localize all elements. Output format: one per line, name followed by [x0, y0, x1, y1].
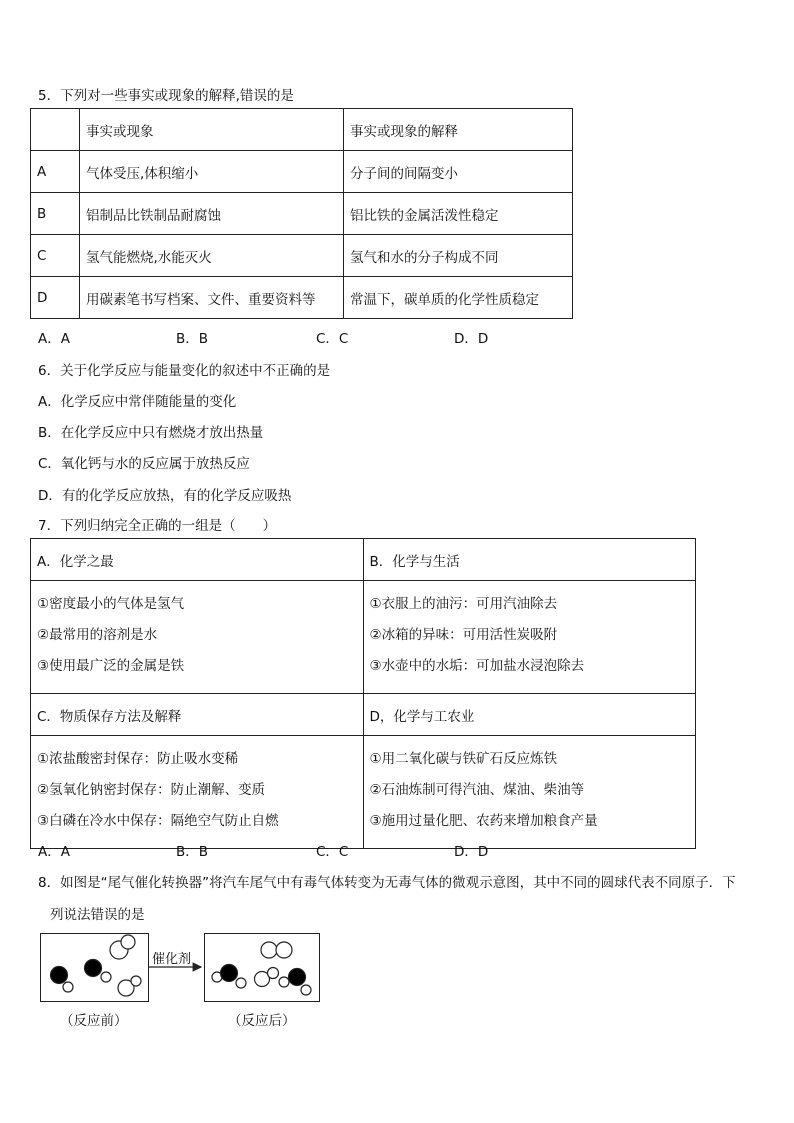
list-item: ②石油炼制可得汽油、煤油、柴油等 [369, 782, 585, 798]
table-cell: B [31, 193, 80, 235]
list-item: ①用二氧化碳与铁矿石反应炼铁 [369, 751, 558, 767]
after-label: （反应后） [228, 1013, 296, 1029]
table-cell: D [31, 277, 80, 319]
list-item: ①浓盐酸密封保存：防止吸水变稀 [37, 751, 239, 767]
molecule-icon [279, 969, 311, 996]
q6-option-a: A．化学反应中常伴随能量的变化 [38, 394, 237, 410]
molecule-icon [261, 942, 292, 958]
molecule-icon [85, 960, 112, 983]
molecule-icon [255, 968, 279, 987]
list-item: ③使用最广泛的金属是铁 [37, 658, 185, 674]
list-item: ②氢氧化钠密封保存：防止潮解、变质 [37, 782, 266, 798]
q8-stem-line1: 8．如图是“尾气催化转换器”将汽车尾气中有毒气体转变为无毒气体的微观示意图，其中不同的圆球代表不同原子．下 [38, 875, 736, 891]
catalyst-label: 催化剂 [152, 952, 192, 967]
q6-option-c: C．氧化钙与水的反应属于放热反应 [38, 456, 250, 472]
table-cell: A [31, 151, 80, 193]
option-b: B．B [176, 844, 209, 860]
list-item: ③白磷在冷水中保存：隔绝空气防止自燃 [37, 813, 279, 829]
list-item: ①衣服上的油污：可用汽油除去 [369, 596, 558, 612]
q5-stem: 5．下列对一些事实或现象的解释,错误的是 [38, 88, 294, 104]
table-header-explanation: 事实或现象的解释 [344, 109, 573, 151]
option-a: A．A [38, 844, 70, 860]
q6-option-b: B．在化学反应中只有燃烧才放出热量 [38, 425, 264, 441]
table-cell: 分子间的间隔变小 [344, 151, 573, 193]
list-item: ③施用过量化肥、农药来增加粮食产量 [369, 813, 598, 829]
molecule-icon [212, 965, 246, 989]
molecule-icon [118, 976, 141, 996]
table-cell: C [31, 235, 80, 277]
table-cell: 常温下，碳单质的化学性质稳定 [344, 277, 573, 319]
list-item: ③水壶中的水垢：可加盐水浸泡除去 [369, 658, 585, 674]
list-item: ②最常用的溶剂是水 [37, 627, 158, 643]
table-cell: 气体受压,体积缩小 [80, 151, 344, 193]
table-cell: 铝制品比铁制品耐腐蚀 [80, 193, 344, 235]
group-c-title: C．物质保存方法及解释 [31, 694, 364, 736]
group-b-title: B．化学与生活 [363, 539, 696, 581]
list-item: ②冰箱的异味：可用活性炭吸附 [369, 627, 558, 643]
table-cell: 氢气能燃烧,水能灭火 [80, 235, 344, 277]
molecule-icon [110, 935, 135, 959]
q8-stem-line2: 列说法错误的是 [50, 907, 145, 923]
table-cell: 铝比铁的金属活泼性稳定 [344, 193, 573, 235]
before-label: （反应前） [60, 1013, 128, 1029]
table-cell: 用碳素笔书写档案、文件、重要资料等 [80, 277, 344, 319]
table-header-fact: 事实或现象 [80, 109, 344, 151]
option-b: B．B [176, 331, 209, 347]
q7-stem: 7．下列归纳完全正确的一组是（ ） [38, 518, 277, 534]
q6-option-d: D．有的化学反应放热，有的化学反应吸热 [38, 488, 292, 504]
list-item: ①密度最小的气体是氢气 [37, 596, 185, 612]
group-a-title: A．化学之最 [31, 539, 364, 581]
option-d: D．D [454, 331, 489, 347]
group-d-title: D，化学与工农业 [363, 694, 696, 736]
molecule-icon [51, 967, 74, 993]
option-c: C．C [316, 844, 349, 860]
option-a: A．A [38, 331, 70, 347]
table-cell: 氢气和水的分子构成不同 [344, 235, 573, 277]
option-c: C．C [316, 331, 349, 347]
q6-stem: 6．关于化学反应与能量变化的叙述中不正确的是 [38, 363, 331, 379]
option-d: D．D [454, 844, 489, 860]
